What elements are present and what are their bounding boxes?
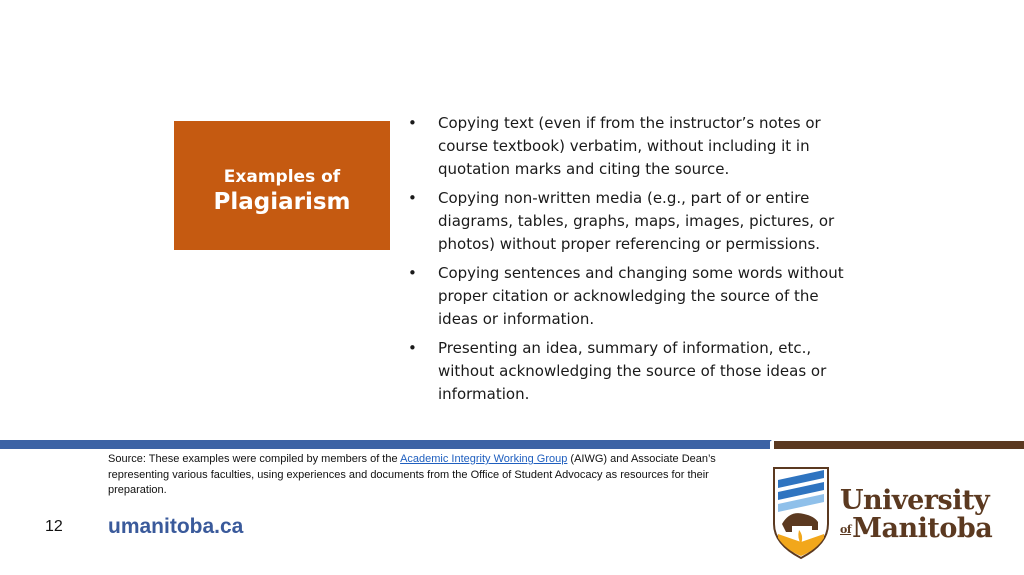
- footer-blue-bar: [0, 440, 770, 449]
- university-logo-text: [840, 487, 992, 544]
- list-item: [408, 262, 858, 331]
- footer-blue-bar-tip: [760, 440, 772, 449]
- title-line2: Plagiarism: [213, 188, 351, 215]
- bullet-icon: •: [408, 114, 417, 132]
- source-prefix: Source: These examples were compiled by members of the: [108, 453, 401, 465]
- bullet-icon: •: [408, 189, 417, 207]
- list-item-text: Presenting an idea, summary of information, etc., without acknowledging the source of those ideas or information.: [438, 339, 827, 403]
- list-item: [408, 112, 858, 181]
- list-item-text: Copying text (even if from the instructor’s notes or course textbook) verbatim, without including it in quotation marks and citing the source.: [438, 114, 821, 178]
- list-item-text: Copying non-written media (e.g., part of or entire diagrams, tables, graphs, maps, images, pictures, or photos) without proper referencing or permissions.: [438, 189, 835, 253]
- bullet-icon: •: [408, 339, 417, 357]
- footer-brown-bar: [774, 441, 1024, 449]
- university-crest-icon: [770, 464, 832, 560]
- plagiarism-examples-list: [408, 112, 858, 412]
- page-number: 12: [45, 518, 63, 535]
- bullet-icon: •: [408, 264, 417, 282]
- website-link[interactable]: umanitoba.ca: [108, 515, 244, 538]
- source-note: [108, 452, 758, 499]
- source-suffix: (AIWG) and Associate Dean’s representing various faculties, using experiences and documents from the Office of Student Advocacy as resources for their preparation.: [108, 453, 716, 496]
- list-item: [408, 337, 858, 406]
- logo-line2: Manitoba: [852, 513, 993, 544]
- title-box: [174, 121, 390, 250]
- title-line1: Examples of: [223, 166, 341, 187]
- list-item: [408, 187, 858, 256]
- list-item-text: Copying sentences and changing some words without proper citation or acknowledging the source of the ideas or information.: [438, 264, 844, 328]
- aiwg-link[interactable]: Academic Integrity Working Group: [400, 453, 568, 465]
- logo-line2-wrap: [840, 515, 992, 544]
- logo-of: of: [840, 522, 852, 536]
- logo-line1: University: [840, 485, 990, 516]
